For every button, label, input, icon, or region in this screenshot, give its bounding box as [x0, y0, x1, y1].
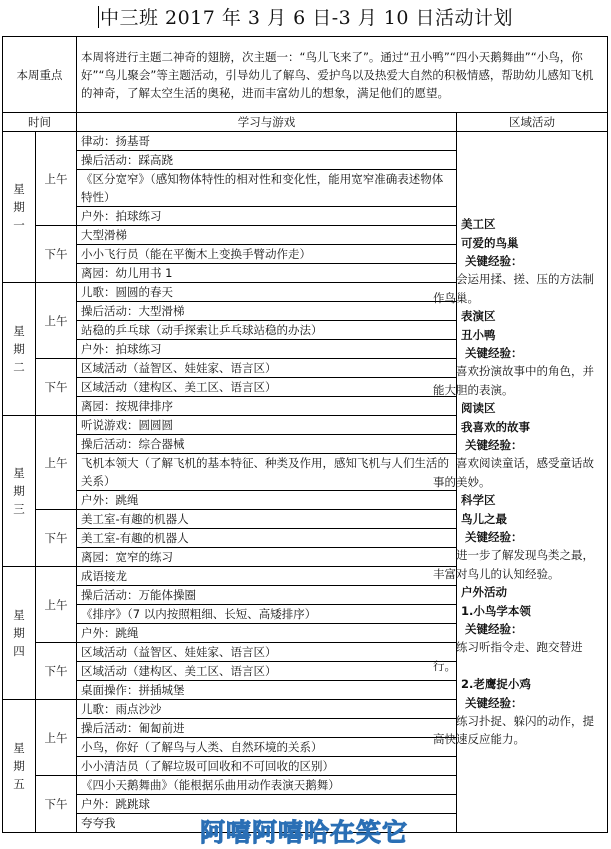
activity-cell: 大型滑梯 [77, 226, 457, 245]
activity-cell: 美工室-有趣的机器人 [77, 529, 457, 548]
period-am: 上午 [36, 283, 77, 359]
day-cell-wednesday: 星 期 三 [3, 416, 36, 567]
activity-cell: 操后活动：综合器械 [77, 435, 457, 454]
period-am: 上午 [36, 132, 77, 226]
period-am: 上午 [36, 567, 77, 643]
activity-cell: 区域活动（益智区、娃娃家、语言区） [77, 359, 457, 378]
area-block-performance: 表演区 丑小鸭 关键经验： 喜欢扮演故事中的角色，并能大胆的表演。 [433, 309, 594, 397]
focus-label: 本周重点 [3, 37, 77, 113]
activity-cell: 美工室-有趣的机器人 [77, 510, 457, 529]
activity-cell: 夸夸我 [77, 814, 457, 833]
activity-cell: 儿歌：圆圆的春天 [77, 283, 457, 302]
area-block-outdoor: 户外活动 1.小鸟学本领 关键经验： 练习听指令走、跑交替进行。 [433, 585, 583, 673]
activity-cell: 小小飞行员（能在平衡木上变换手臂动作走） [77, 245, 457, 264]
header-learning: 学习与游戏 [77, 113, 457, 132]
activity-cell: 户外：拍球练习 [77, 340, 457, 359]
header-time: 时间 [3, 113, 77, 132]
activity-cell: 操后活动：大型滑梯 [77, 302, 457, 321]
day-cell-friday: 星 期 五 [3, 700, 36, 833]
activity-cell: 户外：跳跳球 [77, 795, 457, 814]
activity-cell: 离园：幼儿用书 1 [77, 264, 457, 283]
activity-cell: 小鸟，你好（了解鸟与人类、自然环境的关系） [77, 738, 457, 757]
day-cell-monday: 星 期 一 [3, 132, 36, 283]
area-block-outdoor-2: 2.老鹰捉小鸡 关键经验： 练习扑捉、躲闪的动作，提高快速反应能力。 [433, 677, 594, 747]
activity-cell: 户外：跳绳 [77, 491, 457, 510]
day-cell-thursday: 星 期 四 [3, 567, 36, 700]
focus-text: 本周将进行主题二神奇的翅膀，次主题一：“鸟儿飞来了”。通过“丑小鸭”“四小天鹅舞曲”“小鸟，你好”“鸟儿聚会”等主题活动，引导幼儿了解鸟、爱护鸟以及热爱大自然的积极情感，帮助幼儿感知飞机的神奇，了解太空生活的奥秘，进而丰富幼儿的想象，满足他们的愿望。 [77, 37, 608, 113]
activity-cell: 区域活动（建构区、美工区、语言区） [77, 378, 457, 397]
activity-cell: 区域活动（益智区、娃娃家、语言区） [77, 643, 457, 662]
focus-row [3, 37, 608, 113]
period-am: 上午 [36, 700, 77, 776]
period-pm: 下午 [36, 643, 77, 700]
header-row [3, 113, 608, 132]
activity-cell: 《区分宽窄》（感知物体特性的相对性和变化性，能用宽窄准确表述物体特性） [77, 170, 457, 207]
activity-cell: 操后活动：匍匐前进 [77, 719, 457, 738]
activity-cell: 离园：宽窄的练习 [77, 548, 457, 567]
area-block-science: 科学区 鸟儿之最 关键经验： 进一步了解发现鸟类之最，丰富对鸟儿的认知经验。 [433, 493, 594, 581]
activity-cell: 区域活动（建构区、美工区、语言区） [77, 662, 457, 681]
day-cell-tuesday: 星 期 二 [3, 283, 36, 416]
activity-cell: 操后活动：万能体操圈 [77, 586, 457, 605]
activity-cell: 《四小天鹅舞曲》（能根据乐曲用动作表演天鹅舞） [77, 776, 457, 795]
activity-cell: 桌面操作：拼插城堡 [77, 681, 457, 700]
activity-cell: 操后活动：踩高跷 [77, 151, 457, 170]
text-cursor [98, 6, 99, 28]
activity-cell: 《排序》（7 以内按照粗细、长短、高矮排序） [77, 605, 457, 624]
activity-cell: 律动：扬基哥 [77, 132, 457, 151]
area-activities-cell [433, 132, 608, 833]
page-title: 中三班 2017 年 3 月 6 日-3 月 10 日活动计划 [99, 7, 514, 29]
table-row [3, 132, 608, 151]
period-pm: 下午 [36, 510, 77, 567]
area-block-art: 美工区 可爱的鸟巢 关键经验： 会运用揉、搓、压的方法制作鸟巢。 [433, 217, 594, 305]
activity-cell: 站稳的乒乓球（动手探索让乒乓球站稳的办法） [77, 321, 457, 340]
activity-cell: 户外：拍球练习 [77, 207, 457, 226]
activity-cell: 离园：按规律排序 [77, 397, 457, 416]
area-block-reading: 阅读区 我喜欢的故事 关键经验： 喜欢阅读童话，感受童话故事的美妙。 [433, 401, 594, 489]
activity-plan-table [2, 36, 608, 833]
activity-cell: 听说游戏：圆圆圆 [77, 416, 457, 435]
period-am: 上午 [36, 416, 77, 510]
activity-cell: 成语接龙 [77, 567, 457, 586]
activity-cell: 户外：跳绳 [77, 624, 457, 643]
period-pm: 下午 [36, 226, 77, 283]
activity-cell: 小小清洁员（了解垃圾可回收和不可回收的区别） [77, 757, 457, 776]
activity-cell: 飞机本领大（了解飞机的基本特征、种类及作用，感知飞机与人们生活的关系） [77, 454, 457, 491]
activity-cell: 儿歌：雨点沙沙 [77, 700, 457, 719]
watermark-text: 阿嘻阿嘻哈在笑它 [200, 818, 409, 847]
period-pm: 下午 [36, 776, 77, 833]
period-pm: 下午 [36, 359, 77, 416]
header-area: 区域活动 [457, 113, 608, 132]
